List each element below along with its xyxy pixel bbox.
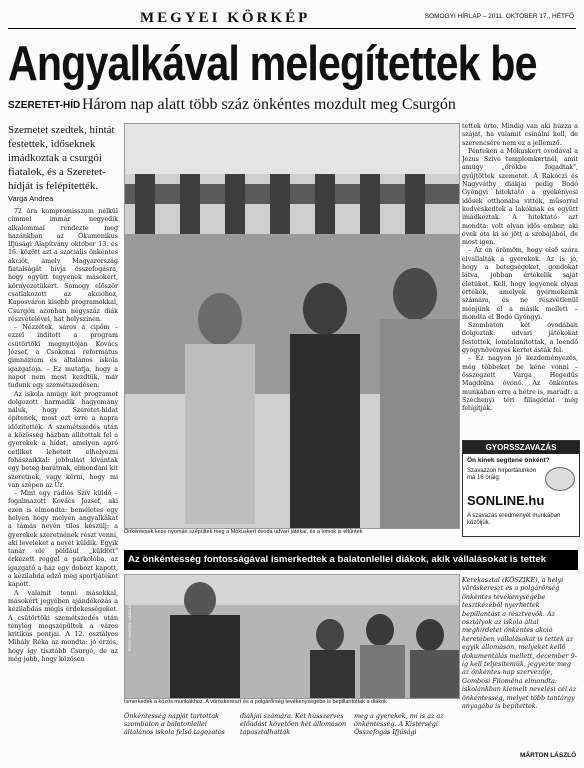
article-column-left [8,208,118,758]
main-photo-image [125,124,459,528]
poll-site-link[interactable]: SONLINE.hu [467,493,545,508]
story2-author: MÁRTON LÁSZLÓ [520,752,577,759]
story2-column-2: diákjai számára. Két hússzerves előadást követően hét állomáson tapasztalhatták [240,712,347,737]
poll-title: GYORSSZAVAZÁS [463,441,579,454]
deck: Három nap alatt több száz önkéntes mozdult meg Csurgón [82,96,456,113]
paragraph: – Nézzétek, sáros a cipőm – ezzel indított a program csütörtöki megnyitóján Kovács József, a Csokonai református gimnázium és általános iskola igazgatója. – Ez mutatja, hogy a napot nem most kezdtük, már tudunk egy szemétszedésen. [8,324,118,390]
poll-ad[interactable] [462,440,580,537]
story2-column-1: Önkéntesség napját tartottak szombaton a balatonlellei általános iskola felső tagozatos [124,712,225,737]
header-divider [8,28,576,29]
story2-photo [124,574,460,699]
paragraph: Pénteken a Mókuskert óvodával a Jézus Szíve templomkertnél, amit amúgy „örökbe fogadtak", gyűjtöttek szemetet. A Rákóczi és Nagyváthy diákjai pedig Bodó Gyöngyi hitoktató a gyékényesi idősek otthonába vitték, műsorral kedveskedtek a lakóknak és együtt imádkoztak. A hitoktató azt mondta: volt olyan idős ember, aki évek óta ki se jött a szobájából, de most igen. [462,147,578,247]
paragraph: Az iskola amúgy két programot dolgozott harmadik hagyomány náluk, hogy Szeretet-hidat építenek, most ezt erre a napra időzítették. A szemétszedés után a közösség házban állítottak fel a gyerekek a hídat, amelyen apró cetliket lehetett elhelyezni fohászaikkal: jobbulást kívántak egy beteg barátnak, elmondani kit szeretnek, vagy kérni, hogy mi van szépen az Úr. [8,390,118,489]
story2-column-3: meg a gyerekek, mi is az az önkéntesség. A Kistérségi Összefogás Ifjúsági [354,712,444,737]
mouse-icon [545,467,575,491]
photo-caption: Önkéntesek keze nyomán szépültek meg a Mókuskert óvoda udvari játékai, és a lomok is eltűntek [124,529,363,535]
headline: Angyalkával melegítettek be [8,37,537,91]
story2-photo-image [125,575,459,698]
story2-headline: Az önkéntesség fontosságával ismerkedtek a balatonlellei diákok, akik vállalásokat is tettek [124,550,578,570]
paragraph: – Ez nagyon jó kezdeményezés, még többeket be kéne vonni – összegzett Varga Hegedűs Magdolna óvónő. Az önkéntes munkában erre a hétre is, maradt: a Széchenyi téri fillagóriát még felújítják. [462,355,578,413]
paragraph: 72 óra kompromisszum nélkül címmel immár negyedik alkalommal rendezte meg hazánkban az Ökumenikus Ifjúsági Alapítvány október 13. és 16. között azt a szociális önkéntes akciót, amely Magyarország fiatalságát hívja összefogásra, hogy együtt tegyenek másokért, környezetükért. Somogy először csatlakozott az akcióhoz, Kaposváron kisebb programokkal, Csurgón azonban négyszáz diák részvételével, hat helyszínen. [8,208,118,323]
main-photo [124,123,460,529]
masthead-date: SOMOGYI HÍRLAP – 2011. OKTÓBER 17., HÉTFŐ [424,13,574,20]
story2-column-right: Kerekasztal (KÖSZIKE), a helyi vöröskereszt és a polgárőrség önkéntes tevékenységébe tesztkézéből nyerhettek bepillantást a résztvevők. Az osztályok az iskola által meghirdetet önkéntes akció keretében vállalásokat is tettek az egyik állomáson, melyeket kellő dokumentálás mellett, december 9-ig kell teljesíteniük, jegyezte meg az önkéntes nap szervezője, Gombosi Filoména elmondta: iskolánkban kiemelt nevelési cél az önkéntesség, melyet több tantárgy anyagába is bepítettek. [462,576,577,711]
kicker: SZERETET-HÍD [8,100,81,111]
byline: Varga Andrea [8,194,54,203]
intro-paragraph: Szemetet szedtek, hintát festettek, időseknek imádkoztak a csurgói fiatalok, és a Szeretet-hídját is felépítették. [8,124,115,192]
paragraph: – Mint egy rádiós Szív küldő – fogalmazott Kovács József, aki ezen is elmondta: beméletes egy helyen hogy melyen angyalkákat a támás nevén tilos készülj: a gyerekek szeretnének részt venni, aki leveleket a nevét küldik. Egyik tanár elé például „küldött" érkezett reggel a parkolóba, az igazgató a ház egy dobozt kapott, a kézilabda edző meg sportjátékot kapott. [8,490,118,589]
section-title: MEGYEI KÖRKÉP [140,10,311,26]
paragraph: Szombaton két óvodában dolgoztak: udvari játékokat festettek, lomtalanítottak, a leendő gyógynövényes kertet ásták fel. [462,322,578,355]
photo-credit: FOTÓ: MARTINI LÁSZLÓ [127,605,132,652]
poll-instructions: Szavazzon hirportálunkon ma 16 óráig: [467,468,537,481]
paragraph: A valamit tenni másokkal, másokért jegyében ajándékozás a kézilabdás mégis érdekességeket. A csütörtöki szemétszedés után tényleg megszépültek a város kritikus pontjai. A 12. osztályos Mihály Réka az mondta: jó érzés, hogy így tisztább Csurgó, de az még jobb, hogy közösen [8,589,118,664]
poll-question: Ön kinek segítene önként? [467,457,550,464]
poll-footer: A szavazás eredményét munkában közöljük. [467,513,561,526]
paragraph: tettek érte. Mindig van aki húzza a száját, ha valamit csinálni kell, de szerencsére nem ez a jellemző. [462,123,578,147]
paragraph: – Az én örömöm, hogy első szóra elvállalták a gyerekek. Az is jó, hogy a betegségeket, gondokat látva, jobban értékelik saját életüket. Kell, hogy legyenek olyan értékek, amelyek gyermekeink számára, és ne részvétlenül menjünk el a másik mellett – mondta el Bodó Gyöngyi. [462,247,578,321]
article-column-right [462,123,578,435]
story2-caption: Ismerkedek a közös munkákhoz. A vöröskereszt és a polgárőrség tevékenységébe is bepillantottak a diákok [124,699,387,705]
